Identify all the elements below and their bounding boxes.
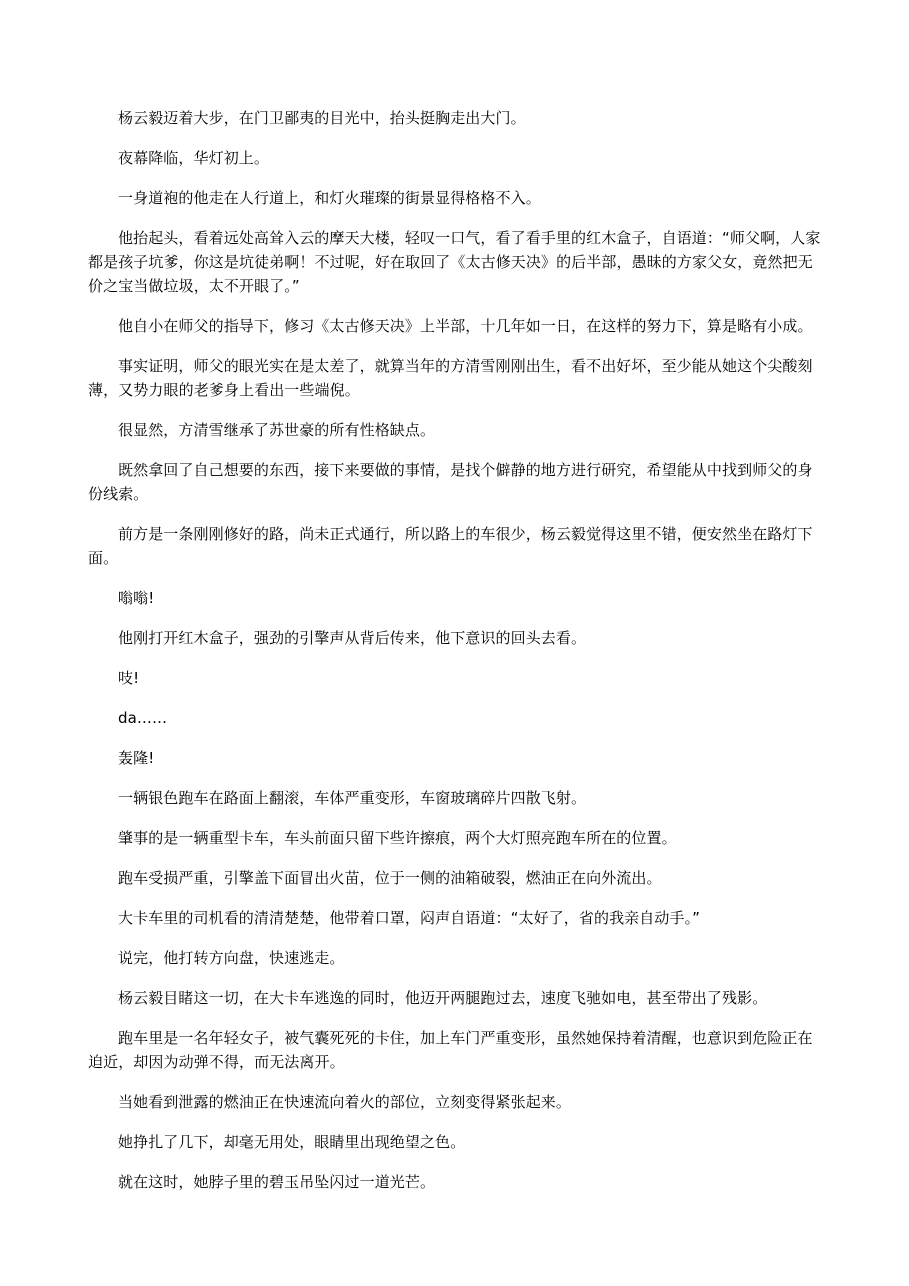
paragraph-3: 一身道袍的他走在人行道上，和灯火璀璨的街景显得格格不入。 [118, 189, 541, 207]
paragraph-11: 他刚打开红木盒子，强劲的引擎声从背后传来，他下意识的回头去看。 [118, 629, 587, 647]
paragraph-1: 杨云毅迈着大步，在门卫鄙夷的目光中，抬头挺胸走出大门。 [118, 109, 526, 127]
paragraph-14: 轰隆! [118, 749, 155, 767]
paragraph-4: 他抬起头，看着远处高耸入云的摩天大楼，轻叹一口气，看了看手里的红木盒子，自语道：“师父啊，人家都是孩子坑爹，你这是坑徒弟啊！不过呢，好在取回了《太古修天决》的后半部，愚昧的方家父女，竟然把无价之宝当做垃圾，太不开眼了。” [88, 229, 821, 295]
paragraph-18: 大卡车里的司机看的清清楚楚，他带着口罩，闷声自语道：“太好了，省的我亲自动手。” [118, 909, 701, 927]
paragraph-5: 他自小在师父的指导下，修习《太古修天决》上半部，十几年如一日，在这样的努力下，算是略有小成。 [118, 317, 813, 335]
paragraph-6: 事实证明，师父的眼光实在是太差了，就算当年的方清雪刚刚出生，看不出好坏，至少能从她这个尖酸刻薄，又势力眼的老爹身上看出一些端倪。 [88, 357, 813, 399]
paragraph-21: 跑车里是一名年轻女子，被气囊死死的卡住，加上车门严重变形，虽然她保持着清醒，也意识到危险正在迫近，却因为动弹不得，而无法离开。 [88, 1029, 813, 1071]
paragraph-8: 既然拿回了自己想要的东西，接下来要做的事情，是找个僻静的地方进行研究，希望能从中找到师父的身份线索。 [88, 461, 813, 503]
paragraph-17: 跑车受损严重，引擎盖下面冒出火苗，位于一侧的油箱破裂，燃油正在向外流出。 [118, 869, 662, 887]
paragraph-7: 很显然，方清雪继承了苏世豪的所有性格缺点。 [118, 421, 436, 439]
paragraph-23: 她挣扎了几下，却毫无用处，眼睛里出现绝望之色。 [118, 1133, 466, 1151]
paragraph-16: 肇事的是一辆重型卡车，车头前面只留下些许擦痕，两个大灯照亮跑车所在的位置。 [118, 829, 677, 847]
paragraph-13: da…… [118, 709, 168, 727]
paragraph-24: 就在这时，她脖子里的碧玉吊坠闪过一道光芒。 [118, 1173, 436, 1191]
paragraph-9: 前方是一条刚刚修好的路，尚未正式通行，所以路上的车很少，杨云毅觉得这里不错，便安然坐在路灯下面。 [88, 525, 813, 567]
paragraph-20: 杨云毅目睹这一切，在大卡车逃逸的同时，他迈开两腿跑过去，速度飞驰如电，甚至带出了残影。 [118, 989, 768, 1007]
paragraph-2: 夜幕降临，华灯初上。 [118, 149, 270, 167]
paragraph-12: 吱! [118, 669, 140, 687]
paragraph-19: 说完，他打转方向盘，快速逃走。 [118, 949, 345, 967]
paragraph-10: 嗡嗡! [118, 589, 155, 607]
paragraph-22: 当她看到泄露的燃油正在快速流向着火的部位，立刻变得紧张起来。 [118, 1093, 572, 1111]
paragraph-15: 一辆银色跑车在路面上翻滚，车体严重变形，车窗玻璃碎片四散飞射。 [118, 789, 587, 807]
